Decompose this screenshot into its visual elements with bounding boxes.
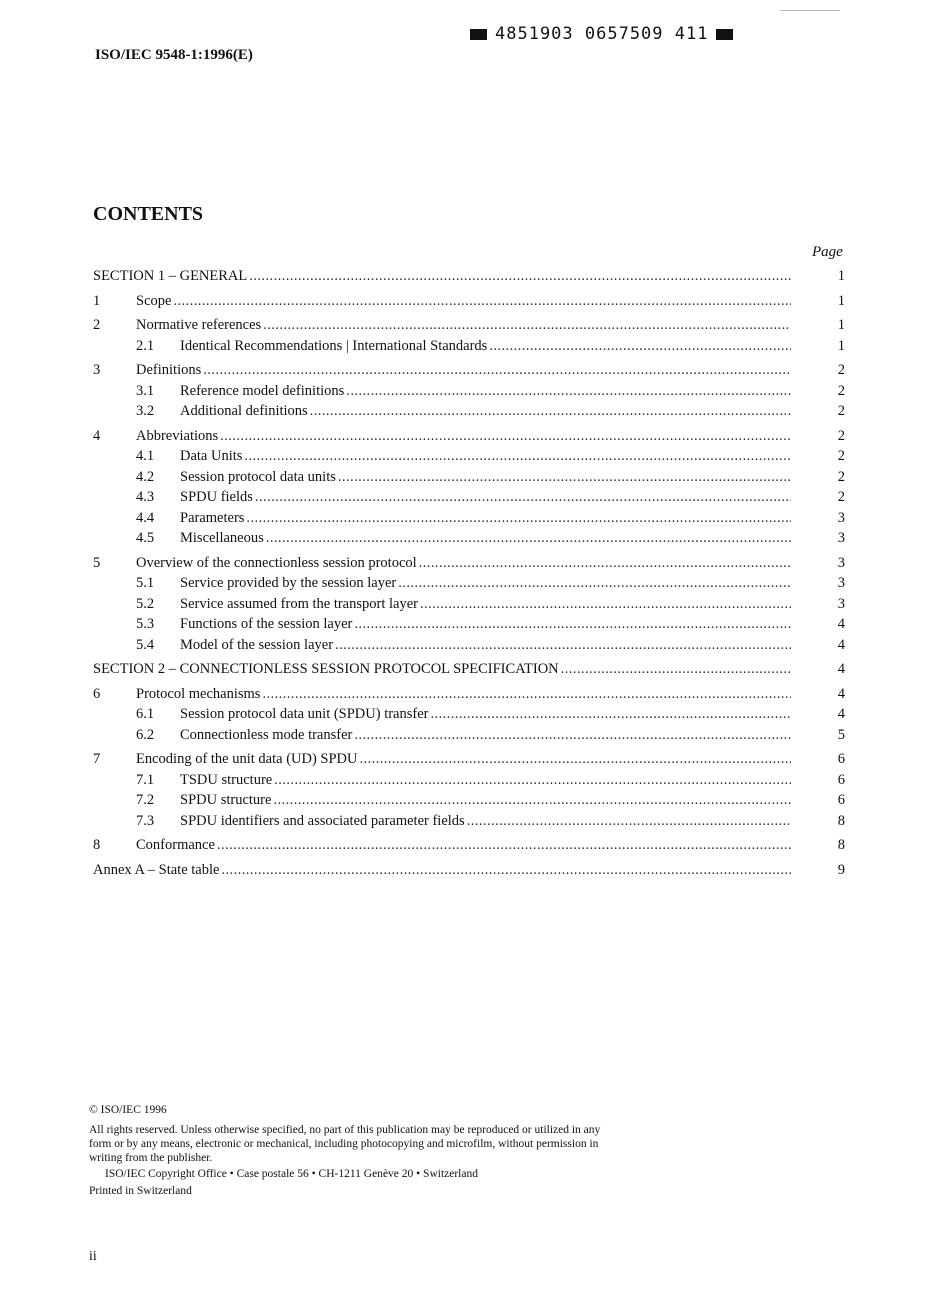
toc-entry-title-line (93, 860, 791, 881)
dot-leader (173, 291, 791, 312)
toc-entry-page: 2 (837, 468, 845, 485)
toc-entry-title: Model of the session layer (180, 636, 334, 653)
toc-entry-title-line (93, 659, 791, 680)
dot-leader (255, 487, 791, 508)
barcode-block-right (716, 29, 733, 40)
toc-entry-title-line (180, 614, 791, 635)
toc-entry-page: 8 (837, 812, 845, 829)
dot-leader (467, 811, 791, 832)
toc-entry[interactable] (93, 614, 853, 635)
dot-leader (430, 704, 791, 725)
toc-entry-title: Parameters (180, 509, 245, 526)
toc-entry-number: 2 (93, 317, 101, 333)
toc-entry-page: 3 (837, 575, 845, 591)
toc-entry-title-line (136, 835, 791, 856)
toc-entry-page: 1 (837, 292, 845, 309)
standard-id: ISO/IEC 9548-1:1996(E) (95, 47, 253, 63)
toc-entry-page: 2 (837, 448, 845, 464)
toc-entry-title: Session protocol data unit (SPDU) transfer (180, 706, 429, 722)
toc-entry-title: Encoding of the unit data (UD) SPDU (136, 751, 358, 767)
toc-entry-title: Session protocol data units (180, 468, 336, 485)
toc-entry-title-line (180, 635, 791, 656)
toc-entry-title-line (180, 467, 791, 488)
toc-entry-title-line (136, 291, 791, 312)
toc-entry-number: 5.4 (136, 636, 155, 653)
toc-entry-page: 1 (837, 337, 845, 354)
dot-leader (335, 635, 791, 656)
footer (89, 1103, 609, 1198)
toc-entry-title-line (180, 528, 791, 549)
toc-entry-number: 4.5 (136, 530, 155, 546)
table-of-contents (93, 266, 853, 880)
toc-entry-title: TSDU structure (180, 771, 273, 788)
toc-entry-title-line (180, 487, 791, 508)
printed-in: Printed in Switzerland (89, 1185, 192, 1197)
dot-leader (360, 749, 792, 770)
toc-entry[interactable] (93, 573, 853, 594)
toc-entry-title: SECTION 1 – GENERAL (93, 268, 248, 284)
dot-leader (246, 508, 791, 529)
toc-entry-number: 7.3 (136, 812, 155, 829)
toc-entry-page: 1 (837, 317, 845, 333)
toc-entry-title-line (180, 381, 791, 402)
dot-leader (561, 659, 791, 680)
toc-entry-number: 5.1 (136, 575, 155, 591)
toc-entry[interactable] (93, 487, 853, 508)
toc-entry[interactable] (93, 381, 853, 402)
toc-entry-page: 3 (837, 595, 845, 612)
toc-entry-title: SPDU structure (180, 792, 272, 808)
page-number: ii (89, 1249, 97, 1264)
toc-entry-title: SPDU fields (180, 489, 253, 505)
toc-entry-page: 4 (837, 616, 845, 632)
toc-entry[interactable] (93, 704, 853, 725)
toc-entry-title: Identical Recommendations | International Standards (180, 337, 488, 354)
toc-entry[interactable] (93, 553, 853, 574)
toc-entry[interactable] (93, 446, 853, 467)
toc-entry[interactable] (93, 659, 853, 680)
toc-entry-page: 3 (837, 509, 845, 526)
barcode-block-left (470, 29, 487, 40)
toc-entry-title-line (180, 401, 791, 422)
toc-entry-number: 2.1 (136, 337, 155, 354)
toc-entry-title-line (180, 704, 791, 725)
toc-entry-number: 4.2 (136, 468, 155, 485)
toc-entry[interactable] (93, 291, 853, 312)
toc-entry-page: 5 (837, 726, 845, 743)
toc-entry-page: 2 (837, 427, 845, 444)
dot-leader (398, 573, 791, 594)
contents-title: CONTENTS (93, 203, 204, 225)
toc-entry[interactable] (93, 528, 853, 549)
toc-entry-title-line (136, 684, 791, 705)
scan-artifact-line (780, 10, 840, 11)
toc-entry-title: Normative references (136, 317, 262, 333)
toc-entry-page: 8 (837, 837, 845, 853)
toc-entry-title: Service assumed from the transport layer (180, 595, 418, 612)
toc-entry[interactable] (93, 594, 853, 615)
toc-entry[interactable] (93, 635, 853, 656)
toc-entry-title: Reference model definitions (180, 382, 345, 399)
toc-entry[interactable] (93, 336, 853, 357)
toc-entry-title-line (180, 573, 791, 594)
toc-entry[interactable] (93, 835, 853, 856)
dot-leader (263, 315, 791, 336)
toc-entry-number: 7.1 (136, 771, 155, 788)
dot-leader (419, 553, 791, 574)
toc-entry-title: SPDU identifiers and associated parameter fields (180, 812, 465, 829)
toc-entry-title-line (180, 594, 791, 615)
toc-entry-title: Service provided by the session layer (180, 575, 397, 591)
toc-entry-number: 6 (93, 685, 101, 702)
toc-entry-page: 3 (837, 530, 845, 546)
toc-entry-number: 7.2 (136, 792, 155, 808)
toc-entry-title: Scope (136, 292, 172, 309)
rights-statement: All rights reserved. Unless otherwise specified, no part of this publication may be reproduced or utilized in any form or by any means, electronic or mechanical, including photocopying and microfilm, without permission in writing from the publisher. (89, 1124, 601, 1164)
toc-entry-title-line (93, 266, 791, 287)
toc-entry-number: 3.2 (136, 403, 155, 419)
toc-entry-title: Connectionless mode transfer (180, 726, 353, 743)
toc-entry-page: 4 (837, 685, 845, 702)
toc-entry[interactable] (93, 401, 853, 422)
toc-entry-title: Abbreviations (136, 427, 219, 444)
toc-entry-number: 4.1 (136, 448, 155, 464)
dot-leader (244, 446, 791, 467)
toc-entry-page: 2 (837, 489, 845, 505)
dot-leader (338, 467, 791, 488)
toc-entry-title: SECTION 2 – CONNECTIONLESS SESSION PROTOCOL SPECIFICATION (93, 661, 559, 677)
toc-entry-title: Conformance (136, 837, 215, 853)
dot-leader (420, 594, 791, 615)
dot-leader (273, 790, 791, 811)
toc-entry[interactable] (93, 315, 853, 336)
toc-entry-number: 5.3 (136, 616, 155, 632)
dot-leader (221, 860, 791, 881)
toc-entry-number: 4.4 (136, 509, 155, 526)
toc-entry-page: 2 (837, 362, 845, 378)
toc-entry[interactable] (93, 749, 853, 770)
toc-entry-title-line (180, 336, 791, 357)
toc-entry-number: 5 (93, 554, 101, 571)
toc-entry-title: Functions of the session layer (180, 616, 353, 632)
toc-entry-title-line (136, 360, 791, 381)
toc-entry-number: 4 (93, 427, 101, 444)
toc-entry-title-line (136, 315, 791, 336)
toc-entry[interactable] (93, 684, 853, 705)
toc-entry[interactable] (93, 426, 853, 447)
toc-entry-title: Additional definitions (180, 403, 308, 419)
toc-entry[interactable] (93, 508, 853, 529)
toc-entry-page: 4 (837, 661, 845, 677)
toc-entry-title-line (180, 811, 791, 832)
toc-entry-page: 4 (837, 636, 845, 653)
toc-entry-number: 3.1 (136, 382, 155, 399)
toc-entry-number: 6.1 (136, 706, 155, 722)
toc-entry-number: 8 (93, 837, 101, 853)
toc-entry-page: 9 (837, 861, 845, 878)
toc-entry-title-line (180, 446, 791, 467)
toc-entry-page: 4 (837, 706, 845, 722)
dot-leader (217, 835, 791, 856)
toc-entry-title: Protocol mechanisms (136, 685, 261, 702)
dot-leader (274, 770, 791, 791)
dot-leader (249, 266, 791, 287)
toc-entry-page: 6 (837, 792, 845, 808)
dot-leader (489, 336, 791, 357)
dot-leader (346, 381, 791, 402)
toc-entry[interactable] (93, 770, 853, 791)
toc-entry-page: 3 (837, 554, 845, 571)
toc-entry-title-line (180, 770, 791, 791)
toc-entry-title: Miscellaneous (180, 530, 264, 546)
toc-entry[interactable] (93, 811, 853, 832)
dot-leader (220, 426, 791, 447)
barcode-digits: 4851903 0657509 411 (495, 24, 709, 44)
toc-entry[interactable] (93, 266, 853, 287)
toc-entry-title-line (136, 749, 791, 770)
toc-entry-title-line (136, 426, 791, 447)
toc-entry-number: 1 (93, 292, 101, 309)
toc-entry-title: Data Units (180, 448, 243, 464)
toc-entry-number: 4.3 (136, 489, 155, 505)
toc-entry[interactable] (93, 467, 853, 488)
toc-entry-page: 2 (837, 403, 845, 419)
toc-entry[interactable] (93, 860, 853, 881)
dot-leader (262, 684, 791, 705)
toc-entry-page: 6 (837, 751, 845, 767)
toc-entry-number: 3 (93, 362, 101, 378)
dot-leader (310, 401, 791, 422)
copyright-notice: © ISO/IEC 1996 (89, 1104, 167, 1116)
dot-leader (203, 360, 791, 381)
toc-entry-page: 2 (837, 382, 845, 399)
toc-entry[interactable] (93, 790, 853, 811)
toc-entry-title-line (180, 725, 791, 746)
barcode (470, 24, 733, 44)
toc-entry[interactable] (93, 725, 853, 746)
toc-entry-number: 7 (93, 751, 101, 767)
toc-entry-title-line (180, 790, 791, 811)
dot-leader (354, 725, 791, 746)
page-column-label: Page (812, 244, 843, 260)
toc-entry-page: 6 (837, 771, 845, 788)
toc-entry-title: Definitions (136, 362, 202, 378)
toc-entry-title-line (136, 553, 791, 574)
toc-entry-number: 5.2 (136, 595, 155, 612)
copyright-office: ISO/IEC Copyright Office • Case postale 56 • CH-1211 Genève 20 • Switzerland (105, 1168, 478, 1180)
toc-entry-title: Annex A – State table (93, 861, 220, 878)
dot-leader (266, 528, 791, 549)
toc-entry-page: 1 (837, 268, 845, 284)
toc-entry-title: Overview of the connectionless session protocol (136, 554, 417, 571)
toc-entry-title-line (180, 508, 791, 529)
toc-entry[interactable] (93, 360, 853, 381)
toc-entry-number: 6.2 (136, 726, 155, 743)
dot-leader (354, 614, 791, 635)
